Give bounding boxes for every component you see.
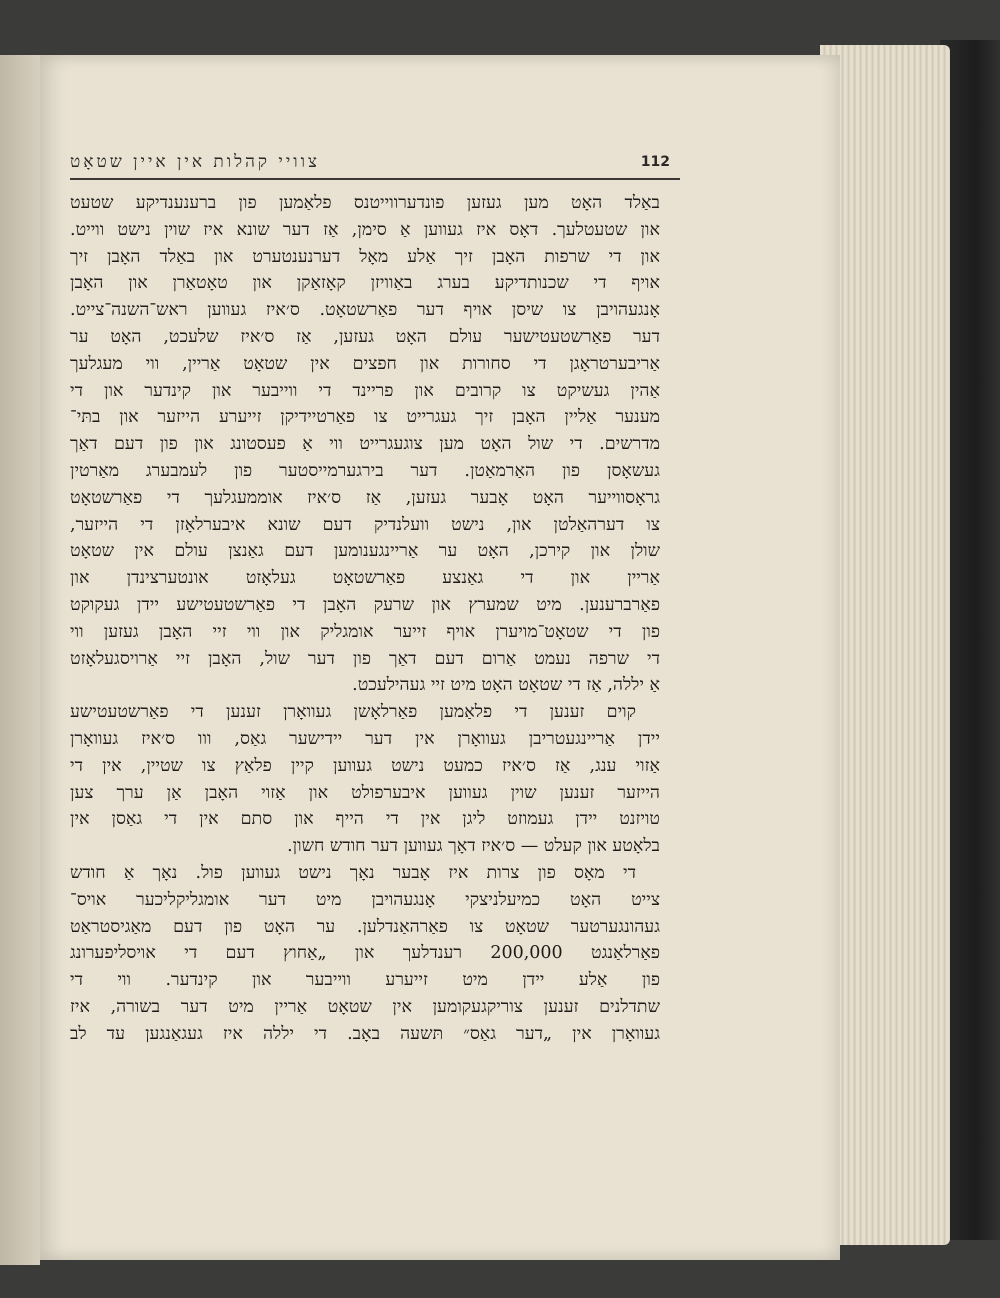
text-line: אַ יללה, אַז די שטאָט האָט מיט זיי געהילעכט. [352, 675, 660, 696]
text-line: הייזער זענען שוין געווען איבערפולט און אַזוי האָבן אַן ערך צען [70, 782, 660, 803]
facing-page-edge [0, 55, 40, 1265]
text-line: מענער אַליין האָבן זיך געגרייט צו פאַרטיידיקן זייערע הייזער און בתּי־ [70, 407, 660, 428]
text-line: באַלד האָט מען געזען פונדערווייטנס פלאַמען פון ברענענדיקע שטעט [70, 193, 660, 213]
text-line: פון אַלע יידן מיט זייערע ווייבער און קינדער. ווי די [70, 970, 660, 991]
text-line: שתדלנים זענען צוריקגעקומען אין שטאָט אַריין מיט דער בשורה, איז [70, 996, 660, 1017]
text-line: גראָסווייער האָט אָבער געזען, אַז ס׳איז אוממעגלעך די פאַרשטאָט [70, 487, 660, 508]
text-line: קוים זענען די פלאַמען פאַרלאָשן געוואָרן זענען די פאַרשטעטישע [70, 702, 636, 723]
text-line: פאַרברענען. מיט שמערץ און שרעק האָבן די פאַרשטעטישע יידן געקוקט [70, 594, 660, 615]
text-line: פאַרלאַנגט 200,000 רענדלעך און „אַחוץ דעם די אויסליפערונג [70, 943, 660, 964]
header-rule [70, 178, 680, 180]
body-text [70, 190, 660, 1090]
text-line: די שרפה נעמט אַרום דעם דאַך פון דער שול, האָבן זיי אַרויסגעלאָזט [70, 648, 660, 669]
page-header [70, 150, 670, 174]
text-line: געהונגערטער שטאָט צו פאַרהאַנדלען. ער האָט פון דעם מאַגיסטראַט [70, 916, 660, 937]
text-line: געוואָרן אין „דער גאַס״ תּשעה באָב. די יללה איז געגאַנגען עד לב [70, 1023, 660, 1044]
text-line: צו דערהאַלטן און, נישט וועלנדיק דעם שונא איבערלאָזן די הייזער, [70, 514, 660, 535]
text-line: אַריבערטראָגן די סחורות און חפצים אין שטאָט אַריין, ווי מעגלעך [70, 353, 660, 374]
running-head: צוויי קהלות אין איין שטאָט [70, 152, 320, 172]
text-line: די מאָס פון צרות איז אָבער נאָך נישט געווען פול. נאָך אַ חודש [70, 862, 636, 883]
text-line: אַריין און די גאַנצע פאַרשטאָט געלאָזט אונטערצינדן און [70, 568, 660, 589]
text-line: פון די שטאָט־מויערן אויף זייער אומגליק און ווי זיי האָבן געזען ווי [70, 621, 660, 642]
text-line: און די שרפות האָבן זיך אַלע מאָל דערנענטערט און באַלד האָבן זיך [70, 246, 660, 267]
text-line: בלאָטע און קעלט — ס׳איז דאָך געווען דער חודש חשון. [287, 836, 660, 857]
text-line: טויזנט יידן געמוזט ליגן אין די הייף און סתם אין די גאַסן אין [70, 809, 660, 830]
text-line: אָנגעהויבן צו שיסן אויף דער פאַרשטאָט. ס׳איז געווען ראש־השנה־צייט. [70, 300, 660, 321]
text-line: צייט האָט כמיעלניצקי אָנגעהויבן מיט דער אומגליקליכער אויס־ [70, 889, 660, 910]
text-line: געשאָסן פון האַרמאַטן. דער בירגערמייסטער פון לעמבערג מאַרטין [70, 460, 660, 481]
text-line: דער פאַרשטעטישער עולם האָט געזען, אַז ס׳איז שלעכט, האָט ער [70, 326, 660, 347]
text-line: אַהין געשיקט צו קרובים און פריינד די ווייבער און קינדער און די [70, 380, 660, 401]
text-line: אויף די שכנותדיקע בערג באַוויזן קאָזאַקן און טאָטאַרן און האָבן [70, 273, 660, 294]
page-number: 112 [640, 154, 670, 170]
text-line: און שטעטלעך. דאָס איז געווען אַ סימן, אַז דער שונא איז שוין נישט ווייט. [70, 219, 660, 240]
text-line: יידן אַריינגעטריבן געוואָרן אין דער יידישער גאַס, ווו ס׳איז געוואָרן [70, 728, 660, 749]
text-line: שולן און קירכן, האָט ער אַריינגענומען דעם גאַנצן עולם אין שטאָט [70, 541, 660, 562]
text-line: אַזוי ענג, אַז ס׳איז כמעט נישט געווען קיין פלאַץ צו שטיין, אין די [70, 755, 660, 776]
text-line: מדרשים. די שול האָט מען צוגעגרייט ווי אַ פעסטונג און פון דעם דאַך [70, 434, 660, 455]
